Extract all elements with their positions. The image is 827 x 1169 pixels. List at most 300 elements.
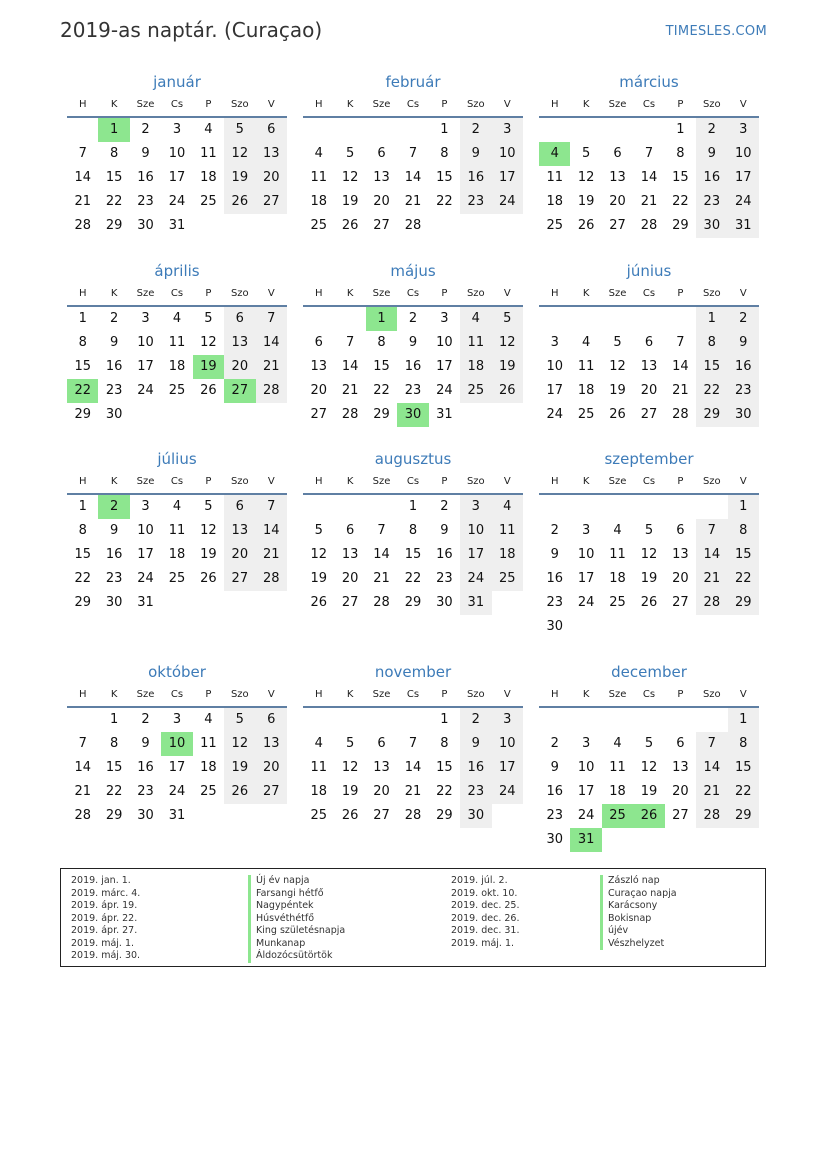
weekday-label: H	[314, 288, 323, 299]
day-cell: 23	[460, 780, 491, 804]
day-cell: 15	[105, 170, 123, 185]
day-grid	[67, 708, 287, 828]
day-cell: 17	[728, 166, 759, 190]
weekday-label: H	[78, 288, 87, 299]
day-cell: 26	[492, 379, 523, 403]
day-cell: 14	[373, 547, 390, 562]
day-cell: 6	[676, 736, 685, 751]
day-cell: 3	[172, 122, 182, 137]
holiday-day-cell: 19	[193, 355, 224, 379]
weekday-label: K	[346, 689, 354, 700]
day-cell: 30	[546, 619, 563, 634]
day-cell: 11	[492, 519, 523, 543]
day-cell: 20	[256, 166, 287, 190]
weekday-label: Szo	[230, 476, 249, 487]
day-cell: 16	[728, 355, 759, 379]
weekday-label: P	[205, 99, 212, 110]
empty-cell	[366, 118, 397, 142]
legend-holiday-name: Bokisnap	[600, 913, 760, 926]
day-cell: 24	[492, 780, 523, 804]
day-cell: 29	[74, 407, 91, 422]
day-cell: 25	[200, 784, 217, 799]
day-cell: 11	[310, 760, 327, 775]
month-name: június	[626, 262, 672, 280]
day-cell: 26	[341, 218, 359, 233]
legend-date: 2019. máj. 1.	[71, 937, 135, 949]
legend-date: 2019. dec. 25.	[451, 900, 520, 911]
day-cell: 26	[577, 218, 595, 233]
day-cell: 4	[581, 335, 591, 350]
day-cell: 13	[310, 359, 327, 374]
day-cell: 9	[141, 146, 150, 161]
empty-cell	[67, 708, 98, 732]
holiday-day-cell: 10	[161, 732, 192, 756]
day-cell: 13	[341, 547, 359, 562]
weekday-label: V	[503, 476, 511, 487]
day-cell: 6	[377, 736, 386, 751]
day-cell: 31	[460, 591, 491, 615]
weekday-label: Szo	[702, 689, 721, 700]
month-name: március	[619, 73, 679, 91]
day-cell: 4	[460, 307, 491, 331]
day-cell: 14	[256, 331, 287, 355]
day-cell: 19	[640, 784, 658, 799]
weekday-label: Szo	[466, 689, 485, 700]
weekday-label: H	[314, 689, 323, 700]
day-cell: 27	[373, 808, 390, 823]
day-cell: 26	[640, 595, 658, 610]
day-cell: 23	[546, 595, 563, 610]
day-cell: 12	[609, 359, 626, 374]
day-cell: 13	[640, 359, 658, 374]
day-cell: 2	[550, 523, 559, 538]
day-cell: 17	[168, 760, 186, 775]
weekday-header	[539, 283, 759, 307]
holiday-day-cell: 2	[98, 495, 129, 519]
day-cell: 3	[141, 311, 150, 326]
weekday-header	[303, 283, 523, 307]
day-cell: 7	[78, 146, 87, 161]
day-cell: 16	[460, 166, 491, 190]
day-cell: 8	[377, 335, 386, 350]
day-cell: 29	[105, 808, 123, 823]
weekday-label: V	[267, 689, 275, 700]
weekday-label: Sze	[136, 288, 155, 299]
legend-date: 2019. jan. 1.	[71, 875, 131, 886]
day-cell: 23	[137, 784, 154, 799]
day-cell: 15	[728, 543, 759, 567]
day-cell: 18	[460, 355, 491, 379]
day-cell: 2	[141, 712, 150, 727]
empty-cell	[665, 708, 696, 732]
day-cell: 9	[550, 547, 559, 562]
weekday-label: K	[346, 99, 354, 110]
day-cell: 22	[404, 571, 422, 586]
weekday-label: Cs	[170, 689, 184, 700]
day-cell: 31	[137, 595, 154, 610]
day-cell: 24	[577, 808, 595, 823]
day-cell: 11	[168, 523, 186, 538]
weekday-label: K	[346, 476, 354, 487]
day-cell: 20	[609, 194, 626, 209]
weekday-label: Cs	[406, 689, 420, 700]
legend-date: 2019. ápr. 19.	[71, 900, 138, 911]
day-cell: 30	[728, 403, 759, 427]
day-cell: 24	[168, 784, 186, 799]
weekday-label: Cs	[642, 99, 656, 110]
month-block	[303, 660, 523, 828]
day-cell: 20	[310, 383, 327, 398]
empty-cell	[334, 118, 365, 142]
holiday-legend	[60, 868, 766, 967]
day-grid	[539, 118, 759, 238]
day-cell: 20	[672, 784, 689, 799]
day-cell: 14	[74, 170, 91, 185]
day-cell: 6	[613, 146, 622, 161]
day-cell: 18	[577, 383, 595, 398]
day-grid	[303, 307, 523, 427]
empty-cell	[334, 708, 365, 732]
day-cell: 29	[672, 218, 689, 233]
legend-holiday-name: Húsvéthétfő	[248, 913, 438, 926]
day-cell: 23	[105, 383, 123, 398]
weekday-label: H	[314, 99, 323, 110]
day-cell: 14	[256, 519, 287, 543]
empty-cell	[570, 118, 601, 142]
day-cell: 5	[644, 523, 654, 538]
month-name: április	[154, 262, 200, 280]
day-grid	[303, 118, 523, 238]
day-cell: 23	[404, 383, 422, 398]
day-cell: 3	[172, 712, 182, 727]
day-cell: 10	[546, 359, 563, 374]
day-cell: 28	[256, 379, 287, 403]
day-cell: 4	[172, 311, 182, 326]
day-cell: 24	[577, 595, 595, 610]
day-cell: 28	[74, 808, 91, 823]
day-cell: 22	[728, 780, 759, 804]
weekday-label: P	[205, 476, 212, 487]
day-cell: 22	[436, 784, 453, 799]
day-cell: 15	[728, 756, 759, 780]
day-cell: 18	[168, 359, 186, 374]
day-cell: 13	[373, 760, 390, 775]
legend-dates-left	[71, 875, 241, 963]
day-cell: 22	[74, 571, 91, 586]
day-cell: 26	[341, 808, 359, 823]
day-cell: 21	[373, 571, 390, 586]
day-cell: 5	[345, 736, 355, 751]
day-cell: 12	[492, 331, 523, 355]
weekday-label: Sze	[608, 288, 627, 299]
weekday-label: Cs	[406, 476, 420, 487]
day-cell: 14	[696, 543, 727, 567]
day-cell: 23	[546, 808, 563, 823]
day-cell: 13	[609, 170, 626, 185]
day-cell: 15	[436, 760, 453, 775]
weekday-label: Sze	[372, 288, 391, 299]
day-cell: 4	[204, 122, 213, 137]
day-cell: 5	[581, 146, 591, 161]
legend-names-left	[248, 875, 438, 963]
weekday-label: Szo	[466, 99, 485, 110]
day-cell: 6	[256, 118, 287, 142]
day-cell: 14	[341, 359, 359, 374]
day-cell: 7	[408, 146, 418, 161]
day-cell: 1	[408, 499, 418, 514]
day-cell: 18	[546, 194, 563, 209]
weekday-label: Sze	[608, 99, 627, 110]
day-cell: 8	[78, 523, 87, 538]
day-cell: 5	[613, 335, 622, 350]
day-cell: 24	[492, 190, 523, 214]
day-cell: 3	[492, 708, 523, 732]
day-cell: 29	[728, 591, 759, 615]
day-cell: 18	[200, 760, 217, 775]
day-cell: 1	[696, 307, 727, 331]
day-cell: 16	[436, 547, 453, 562]
weekday-label: Cs	[642, 288, 656, 299]
day-cell: 25	[310, 218, 327, 233]
weekday-label: V	[267, 99, 275, 110]
weekday-label: V	[267, 476, 275, 487]
day-cell: 17	[546, 383, 563, 398]
day-cell: 7	[696, 732, 727, 756]
day-cell: 10	[137, 335, 154, 350]
weekday-label: Szo	[702, 99, 721, 110]
day-cell: 18	[310, 784, 327, 799]
day-cell: 29	[436, 808, 453, 823]
day-cell: 21	[640, 194, 658, 209]
day-cell: 20	[373, 194, 390, 209]
day-cell: 2	[696, 118, 727, 142]
day-cell: 8	[78, 335, 87, 350]
day-cell: 28	[256, 567, 287, 591]
day-cell: 1	[78, 311, 87, 326]
empty-cell	[303, 708, 334, 732]
day-cell: 20	[256, 756, 287, 780]
legend-dates-right	[451, 875, 591, 950]
weekday-header	[539, 684, 759, 708]
day-cell: 31	[728, 214, 759, 238]
day-cell: 16	[404, 359, 422, 374]
holiday-day-cell: 26	[633, 804, 664, 828]
holiday-day-cell: 1	[98, 118, 129, 142]
day-cell: 21	[696, 567, 727, 591]
day-cell: 19	[609, 383, 626, 398]
day-cell: 18	[609, 784, 626, 799]
day-cell: 23	[137, 194, 154, 209]
day-cell: 21	[256, 355, 287, 379]
holiday-day-cell: 31	[570, 828, 601, 852]
weekday-label: Sze	[136, 689, 155, 700]
day-cell: 9	[460, 732, 491, 756]
day-cell: 5	[492, 307, 523, 331]
weekday-label: Szo	[466, 476, 485, 487]
day-cell: 1	[109, 712, 119, 727]
legend-date: 2019. ápr. 27.	[71, 925, 138, 936]
day-cell: 13	[672, 547, 689, 562]
day-cell: 5	[224, 708, 255, 732]
day-cell: 16	[137, 170, 154, 185]
weekday-label: K	[110, 476, 118, 487]
month-block	[67, 447, 287, 615]
day-cell: 29	[105, 218, 123, 233]
day-cell: 12	[341, 170, 359, 185]
day-cell: 28	[404, 808, 422, 823]
day-cell: 17	[492, 166, 523, 190]
day-cell: 25	[460, 379, 491, 403]
weekday-label: K	[110, 99, 118, 110]
month-block	[67, 70, 287, 238]
empty-cell	[633, 495, 664, 519]
day-cell: 8	[109, 146, 119, 161]
day-cell: 28	[640, 218, 658, 233]
empty-cell	[602, 495, 633, 519]
day-cell: 8	[109, 736, 119, 751]
day-cell: 1	[728, 495, 759, 519]
empty-cell	[334, 307, 365, 331]
weekday-label: V	[739, 288, 747, 299]
day-cell: 17	[492, 756, 523, 780]
day-cell: 15	[696, 355, 727, 379]
day-cell: 29	[74, 595, 91, 610]
site-logo[interactable]: TIMESLES.COM	[665, 24, 767, 39]
month-name: február	[385, 73, 441, 91]
day-cell: 8	[728, 519, 759, 543]
day-cell: 20	[341, 571, 359, 586]
day-cell: 27	[373, 218, 390, 233]
holiday-day-cell: 1	[366, 307, 397, 331]
weekday-label: P	[677, 288, 684, 299]
day-cell: 18	[609, 571, 626, 586]
day-cell: 16	[546, 784, 563, 799]
day-cell: 30	[105, 595, 123, 610]
day-cell: 19	[341, 194, 359, 209]
empty-cell	[602, 118, 633, 142]
weekday-header	[67, 94, 287, 118]
day-cell: 7	[676, 335, 685, 350]
empty-cell	[539, 708, 570, 732]
weekday-header	[67, 684, 287, 708]
day-cell: 16	[105, 547, 123, 562]
weekday-header	[303, 94, 523, 118]
day-cell: 23	[436, 571, 453, 586]
day-cell: 5	[204, 311, 213, 326]
weekday-label: Szo	[466, 288, 485, 299]
weekday-label: Cs	[406, 99, 420, 110]
day-cell: 10	[577, 547, 595, 562]
day-cell: 27	[672, 595, 689, 610]
day-cell: 7	[377, 523, 386, 538]
day-cell: 23	[105, 571, 123, 586]
empty-cell	[366, 495, 397, 519]
day-cell: 24	[137, 383, 154, 398]
day-cell: 26	[200, 571, 217, 586]
empty-cell	[570, 495, 601, 519]
legend-holiday-name: Zászló nap	[600, 875, 760, 888]
day-cell: 11	[609, 760, 626, 775]
empty-cell	[602, 708, 633, 732]
day-grid	[303, 495, 523, 615]
day-cell: 24	[137, 571, 154, 586]
weekday-label: Szo	[230, 288, 249, 299]
weekday-label: Sze	[136, 476, 155, 487]
day-cell: 12	[640, 547, 658, 562]
empty-cell	[303, 307, 334, 331]
day-cell: 24	[460, 567, 491, 591]
day-cell: 28	[74, 218, 91, 233]
weekday-label: H	[550, 476, 559, 487]
day-cell: 4	[613, 523, 622, 538]
day-cell: 16	[105, 359, 123, 374]
day-cell: 3	[460, 495, 491, 519]
day-cell: 13	[256, 142, 287, 166]
day-cell: 6	[644, 335, 654, 350]
day-cell: 2	[408, 311, 418, 326]
weekday-label: K	[110, 288, 118, 299]
day-cell: 26	[224, 780, 255, 804]
month-block	[303, 259, 523, 427]
day-cell: 13	[224, 519, 255, 543]
legend-date: 2019. okt. 10.	[451, 887, 518, 899]
day-cell: 28	[672, 407, 689, 422]
day-cell: 8	[728, 732, 759, 756]
day-cell: 9	[696, 142, 727, 166]
weekday-label: Sze	[372, 99, 391, 110]
day-cell: 10	[492, 732, 523, 756]
empty-cell	[397, 708, 428, 732]
empty-cell	[633, 708, 664, 732]
weekday-label: Cs	[642, 689, 656, 700]
day-cell: 11	[577, 359, 595, 374]
day-cell: 16	[460, 756, 491, 780]
day-cell: 5	[204, 499, 213, 514]
weekday-label: Szo	[230, 689, 249, 700]
weekday-label: V	[503, 689, 511, 700]
day-cell: 2	[109, 311, 119, 326]
day-cell: 30	[436, 595, 453, 610]
day-cell: 7	[345, 335, 355, 350]
day-cell: 9	[408, 335, 418, 350]
day-cell: 15	[404, 547, 422, 562]
day-cell: 2	[550, 736, 559, 751]
day-cell: 26	[200, 383, 217, 398]
day-cell: 13	[224, 331, 255, 355]
day-cell: 25	[168, 383, 186, 398]
weekday-label: K	[582, 288, 590, 299]
day-cell: 8	[676, 146, 685, 161]
weekday-label: Sze	[608, 476, 627, 487]
weekday-label: Cs	[642, 476, 656, 487]
day-cell: 3	[728, 118, 759, 142]
day-cell: 1	[676, 122, 685, 137]
day-cell: 14	[404, 170, 422, 185]
day-cell: 11	[460, 331, 491, 355]
day-cell: 12	[224, 142, 255, 166]
day-cell: 2	[460, 118, 491, 142]
day-cell: 31	[168, 808, 186, 823]
day-cell: 19	[224, 166, 255, 190]
day-grid	[303, 708, 523, 828]
weekday-label: V	[739, 476, 747, 487]
holiday-day-cell: 4	[539, 142, 570, 166]
weekday-label: H	[78, 99, 87, 110]
day-cell: 24	[436, 383, 453, 398]
month-name: május	[390, 262, 436, 280]
day-cell: 6	[256, 708, 287, 732]
day-cell: 7	[696, 519, 727, 543]
